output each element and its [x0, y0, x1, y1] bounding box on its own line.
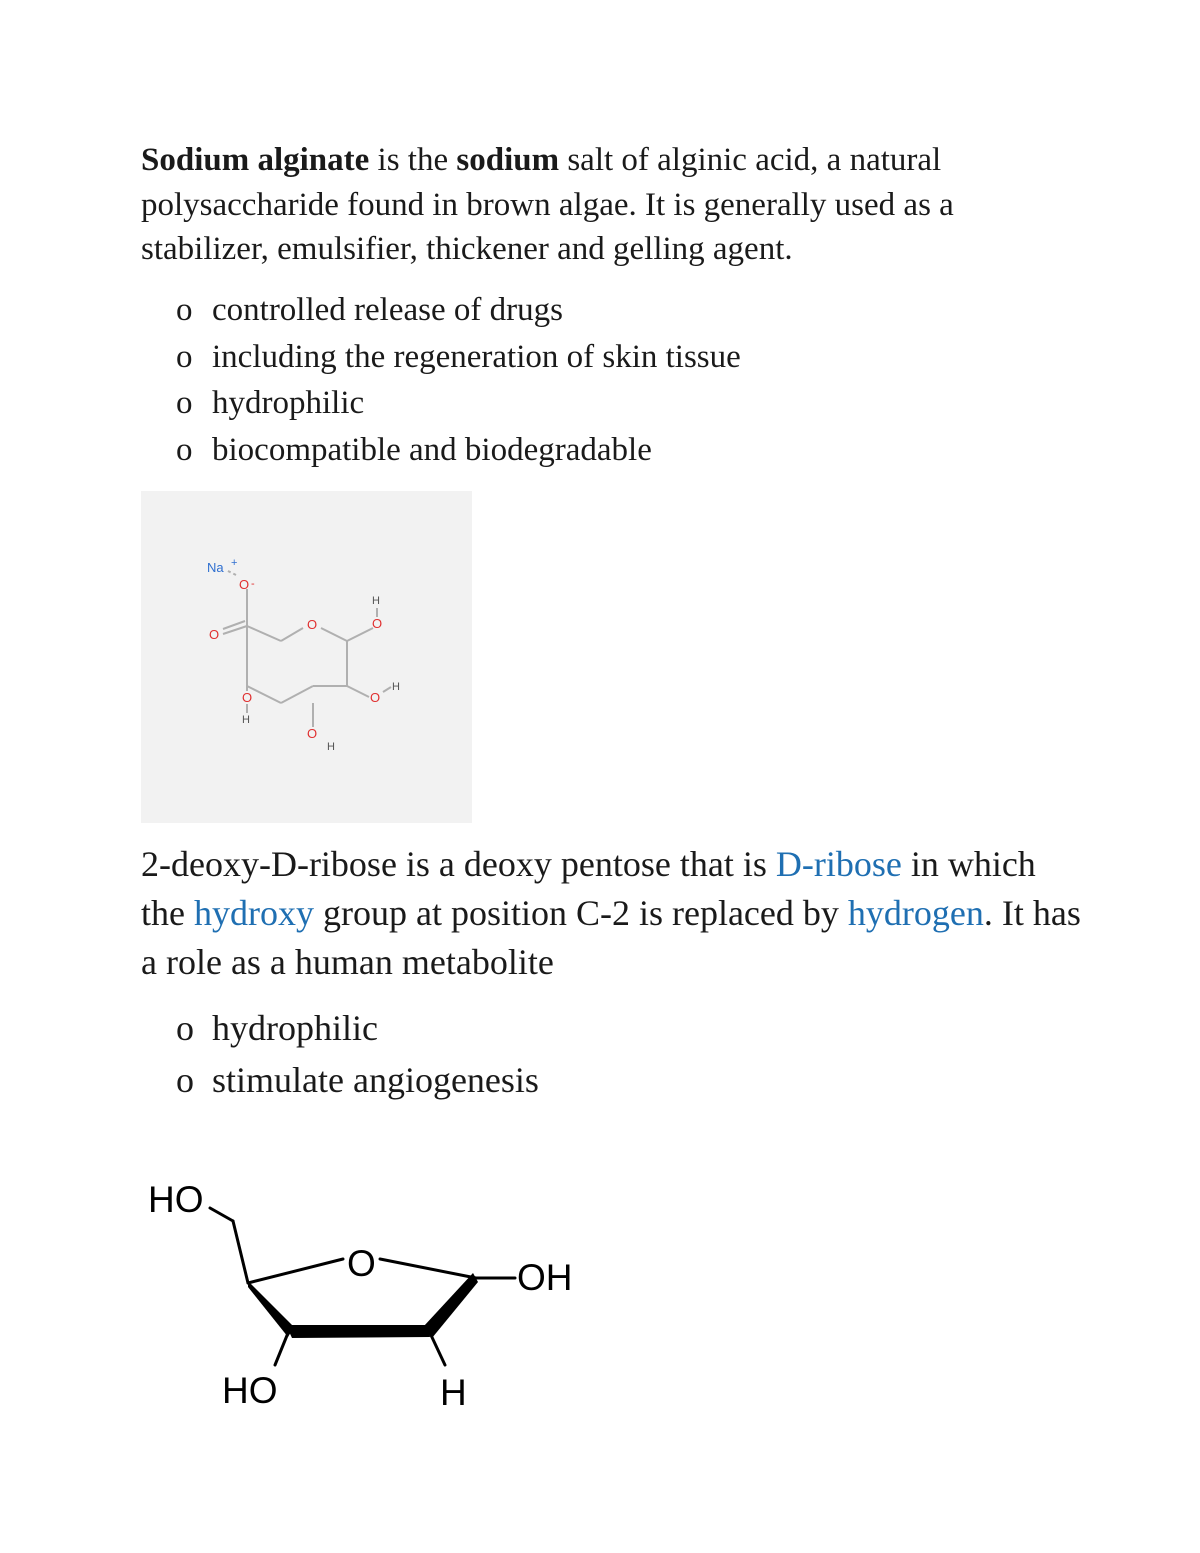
hydrogen-label: H: [440, 1372, 467, 1413]
text-run: group at position C-2 is replaced by: [313, 893, 848, 933]
bullet-marker: o: [176, 432, 193, 469]
hydroxyl-oxygen-label: O: [372, 616, 383, 631]
bullet-marker: o: [176, 338, 193, 375]
sodium-alginate-structure: [141, 491, 472, 823]
bond: [248, 1259, 343, 1283]
hydroxyl-label: OH: [517, 1257, 573, 1298]
deoxyribose-paragraph: [141, 840, 1081, 987]
charge-plus: +: [231, 557, 238, 569]
bullet-marker: o: [176, 292, 193, 328]
bond: [275, 1333, 288, 1365]
sodium-alginate-properties-list: [176, 287, 741, 474]
bond: [233, 1221, 248, 1283]
ring-oxygen-label: O: [347, 1243, 376, 1284]
text-run: . It has a role as a human metabolite: [141, 893, 1081, 982]
ring-oxygen-label: O: [307, 617, 318, 632]
list-item-text: stimulate angiogenesis: [212, 1060, 539, 1100]
link-d-ribose[interactable]: D-ribose: [775, 844, 902, 884]
list-item: [176, 334, 741, 381]
list-item: [176, 1002, 539, 1054]
list-item: [176, 380, 741, 427]
deoxyribose-structure-drawing: [140, 1170, 600, 1420]
list-item-text: controlled release of drugs: [212, 292, 563, 328]
wedge-bond: [424, 1273, 478, 1338]
text-run: in which the: [141, 844, 1036, 933]
hydrogen-label: H: [372, 595, 380, 607]
hydrogen-label: H: [327, 741, 335, 753]
hydrogen-label: H: [392, 681, 400, 693]
wedge-bond: [286, 1325, 430, 1338]
sodium-alginate-paragraph: [141, 138, 1041, 272]
text-run: 2-deoxy-D-ribose is a deoxy pentose that is: [141, 844, 776, 884]
deoxyribose-properties-list: [176, 1002, 539, 1106]
deoxyribose-structure: [140, 1170, 600, 1420]
bold-term-sodium-alginate: Sodium alginate: [141, 142, 370, 178]
bond: [281, 628, 303, 641]
wedge-bond: [248, 1281, 294, 1337]
sodium-label: Na: [207, 560, 224, 575]
list-item-text: including the regeneration of skin tissue: [212, 338, 741, 375]
list-item: [176, 287, 741, 334]
atom-labels: [148, 1179, 573, 1413]
list-item: [176, 427, 741, 474]
bullet-marker: o: [176, 1060, 194, 1100]
bond: [380, 1259, 476, 1278]
hydroxyl-label: HO: [222, 1370, 278, 1411]
link-hydroxy[interactable]: hydroxy: [193, 893, 314, 933]
hydroxyl-oxygen-label: O: [242, 690, 253, 705]
bond: [347, 686, 369, 697]
oxygen-anion-label: O: [239, 577, 250, 592]
link-hydrogen[interactable]: hydrogen: [847, 893, 984, 933]
list-item-text: biocompatible and biodegradable: [212, 432, 652, 469]
hydroxyl-oxygen-label: O: [307, 726, 318, 741]
bold-term-sodium: sodium: [456, 142, 560, 178]
hydrogen-label: H: [242, 714, 250, 726]
text-run: is the: [369, 142, 457, 178]
hydroxyl-oxygen-label: O: [370, 690, 381, 705]
bond: [383, 687, 391, 692]
bond: [347, 628, 373, 641]
bullet-marker: o: [176, 1008, 194, 1048]
hydroxyl-label: HO: [148, 1179, 204, 1220]
carbonyl-oxygen-label: O: [209, 627, 220, 642]
charge-minus: -: [251, 578, 255, 590]
sodium-alginate-structure-drawing: [141, 491, 472, 823]
bond: [210, 1208, 233, 1221]
bond: [281, 686, 313, 703]
bond: [247, 626, 281, 641]
bullet-marker: o: [176, 385, 193, 422]
list-item: [176, 1054, 539, 1106]
list-item-text: hydrophilic: [212, 385, 365, 422]
ionic-bond: [226, 570, 236, 575]
text-run: salt of alginic acid, a natural polysaccharide found in brown algae. It is generally used as a stabilizer, emulsifier, thickener and gelling agent.: [141, 142, 954, 267]
bond: [430, 1333, 445, 1365]
bond: [321, 628, 347, 641]
list-item-text: hydrophilic: [212, 1008, 378, 1048]
atom-labels: [207, 557, 400, 753]
